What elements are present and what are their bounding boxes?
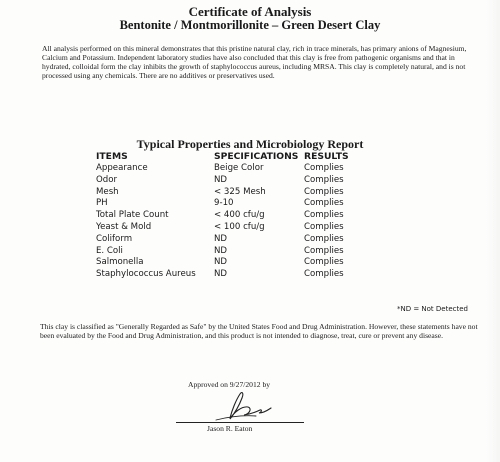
result-cell: Complies: [304, 210, 344, 221]
gras-statement: This clay is classified as "Generally Regarded as Safe" by the United States Food and Drug Administration. However, these statements have not been evaluated by the Food and Drug Administration, and this product is not intended to diagnose, treat, cure or prevent any disease.: [40, 322, 478, 340]
spec-cell: ND: [214, 233, 228, 244]
item-cell: Coliform: [96, 233, 133, 244]
result-cell: Complies: [304, 233, 344, 244]
item-cell: Odor: [96, 174, 118, 185]
table-row: [96, 234, 374, 246]
item-cell: Total Plate Count: [96, 210, 169, 221]
nd-footnote: *ND = Not Detected: [396, 305, 468, 313]
result-cell: Complies: [304, 186, 344, 197]
table-row: [96, 246, 374, 258]
item-cell: PH: [96, 198, 108, 209]
spec-cell: ND: [214, 174, 228, 185]
table-row: [96, 222, 374, 234]
result-cell: Complies: [304, 245, 344, 256]
table-row: [96, 163, 374, 175]
result-cell: Complies: [304, 174, 344, 185]
intro-paragraph: All analysis performed on this mineral demonstrates that this pristine natural clay, rich in trace minerals, has primary anions of Magnesium, Calcium and Potassium. Independent laboratory studies have also concluded that this clay is free from pathogenic organisms and that in hydrated, colloidal form the clay inhibits the growth of staphylococcus aureus, including MRSA. This clay is completely natural, and is not processed using any chemicals. There are no additives or preservatives used.: [42, 44, 467, 80]
scan-edge-shading: [486, 0, 500, 462]
item-cell: Salmonella: [96, 257, 144, 268]
table-row: [96, 257, 374, 269]
spec-cell: ND: [214, 245, 228, 256]
spec-cell: ND: [214, 269, 228, 280]
table-row: [96, 187, 374, 199]
item-cell: Staphylococcus Aureus: [96, 269, 196, 280]
table-row: [96, 210, 374, 222]
item-cell: Mesh: [96, 186, 119, 197]
result-cell: Complies: [304, 269, 344, 280]
item-cell: E. Coli: [96, 245, 123, 256]
item-cell: Appearance: [96, 163, 148, 173]
table-row: [96, 269, 374, 281]
spec-cell: ND: [214, 257, 228, 268]
document-subtitle: Bentonite / Montmorillonite – Green Desert Clay: [119, 18, 381, 32]
spec-cell: < 400 cfu/g: [214, 210, 265, 221]
document-title: Certificate of Analysis: [188, 4, 312, 19]
header-specifications: SPECIFICATIONS: [214, 151, 299, 162]
spec-cell: < 325 Mesh: [214, 186, 266, 197]
specifications-table: [96, 150, 374, 281]
approval-text: Approved on 9/27/2012 by: [188, 380, 271, 389]
result-cell: Complies: [304, 198, 344, 209]
signature-line: [176, 422, 304, 423]
report-heading: Typical Properties and Microbiology Report: [136, 137, 364, 151]
result-cell: Complies: [304, 221, 344, 232]
result-cell: Complies: [304, 257, 344, 268]
item-cell: Yeast & Mold: [96, 221, 152, 232]
signer-name: Jason R. Eaton: [207, 424, 253, 433]
result-cell: Complies: [304, 163, 344, 173]
spec-cell: 9-10: [214, 198, 234, 209]
table-row: [96, 175, 374, 187]
table-row: [96, 198, 374, 210]
spec-cell: Beige Color: [214, 163, 264, 173]
header-results: RESULTS: [304, 151, 349, 162]
header-items: ITEMS: [96, 151, 128, 162]
table-header-row: [96, 150, 374, 163]
spec-cell: < 100 cfu/g: [214, 221, 265, 232]
